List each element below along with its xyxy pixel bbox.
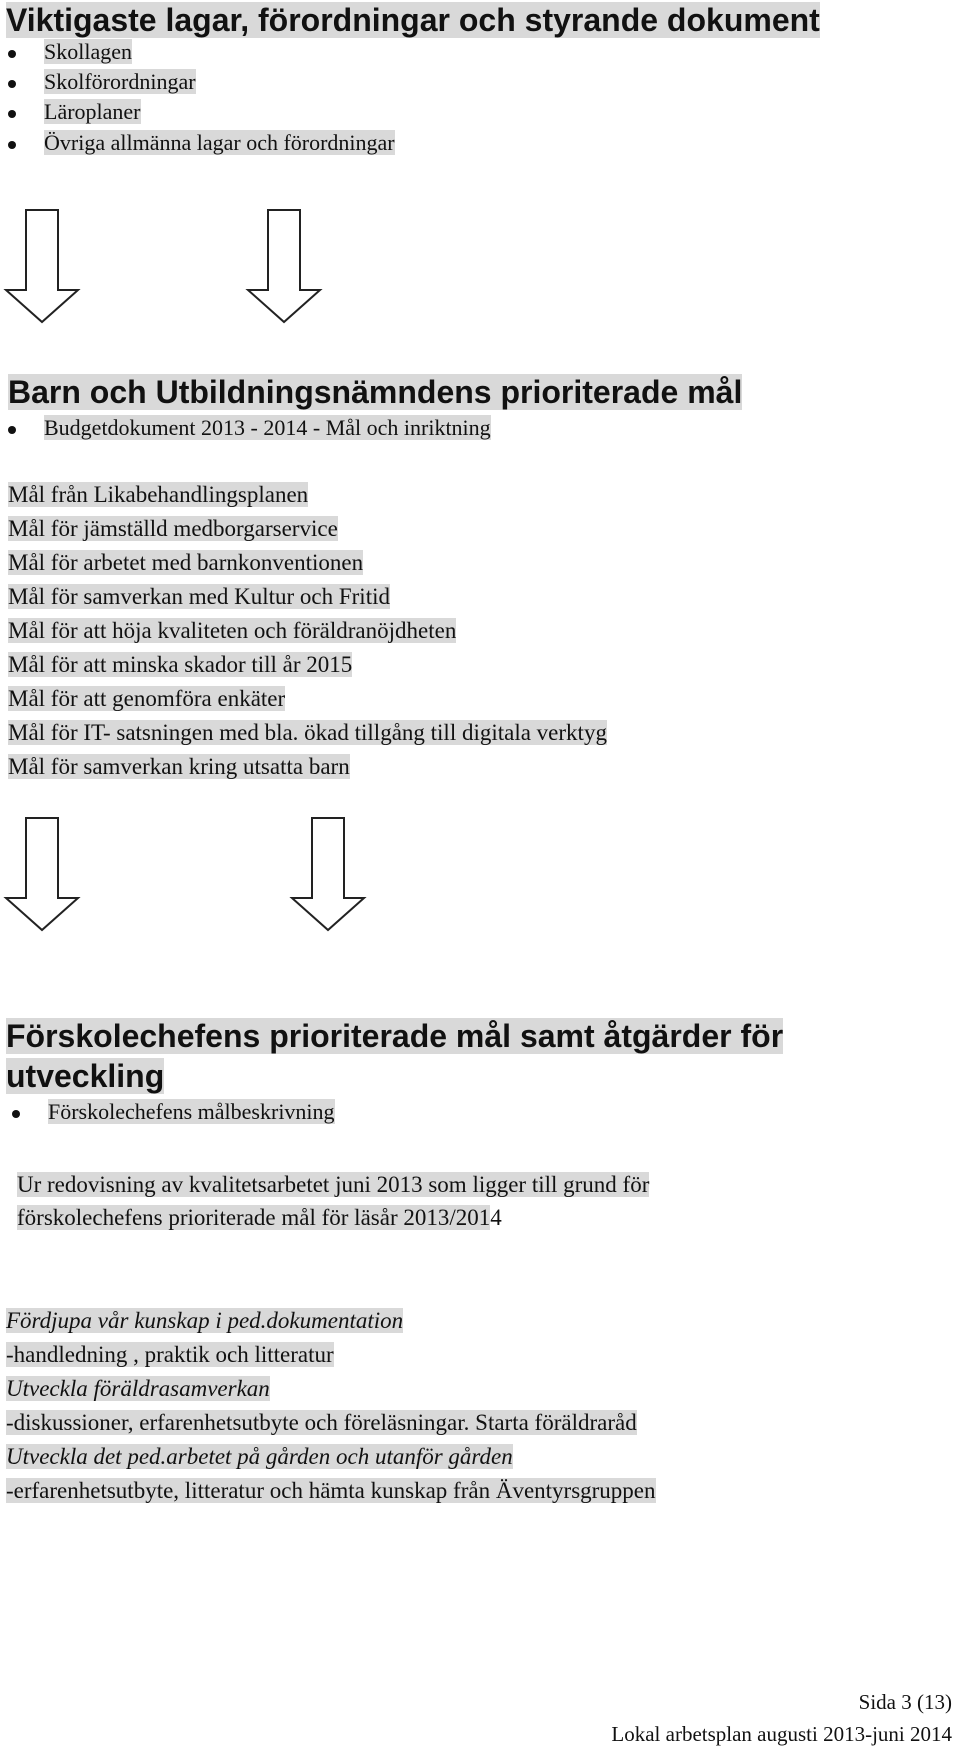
goal-item: Mål för samverkan kring utsatta barn xyxy=(8,754,350,779)
footer-doc-title: Lokal arbetsplan augusti 2013-juni 2014 xyxy=(611,1722,952,1746)
goal-item: Mål för arbetet med barnkonventionen xyxy=(8,550,364,575)
bullet-item: Budgetdokument 2013 - 2014 - Mål och inriktning xyxy=(44,414,491,442)
goal-item: Mål för att höja kvaliteten och föräldranöjdheten xyxy=(8,618,457,643)
action-detail: -diskussioner, erfarenhetsutbyte och föreläsningar. Starta föräldraråd xyxy=(6,1410,637,1435)
action-list xyxy=(6,1304,656,1508)
section-heading-board-goals: Barn och Utbildningsnämndens prioriterade mål xyxy=(8,374,743,410)
bullet-item: Skollagen xyxy=(44,38,132,66)
action-detail: -erfarenhetsutbyte, litteratur och hämta kunskap från Äventyrsgruppen xyxy=(6,1478,656,1503)
goal-list xyxy=(8,478,607,784)
goal-item: Mål från Likabehandlingsplanen xyxy=(8,482,309,507)
section-heading-laws: Viktigaste lagar, förordningar och styrande dokument xyxy=(6,2,820,38)
goal-item: Mål för att minska skador till år 2015 xyxy=(8,652,353,677)
goal-item: Mål för samverkan med Kultur och Fritid xyxy=(8,584,390,609)
action-detail: -handledning , praktik och litteratur xyxy=(6,1342,334,1367)
down-arrow-icon xyxy=(2,816,82,932)
bullet-item: Övriga allmänna lagar och förordningar xyxy=(44,129,395,157)
goal-item: Mål för IT- satsningen med bla. ökad tillgång till digitala verktyg xyxy=(8,720,607,745)
down-arrow-icon xyxy=(244,208,324,324)
bullet-item: Skolförordningar xyxy=(44,68,196,96)
bullet-item: Förskolechefens målbeskrivning xyxy=(48,1098,335,1126)
action-heading: Fördjupa vår kunskap i ped.dokumentation xyxy=(6,1308,404,1333)
goal-item: Mål för jämställd medborgarservice xyxy=(8,516,338,541)
action-heading: Utveckla det ped.arbetet på gården och utanför gården xyxy=(6,1444,513,1469)
bullet-item: Läroplaner xyxy=(44,98,141,126)
down-arrow-icon xyxy=(288,816,368,932)
page-number: Sida 3 (13) xyxy=(858,1690,952,1714)
intro-text: Ur redovisning av kvalitetsarbetet juni 2013 som ligger till grund för förskolechefens prioriterade mål för läsår 2013/2014 xyxy=(17,1172,650,1230)
section-heading-principal-goals: Förskolechefens prioriterade mål samt åtgärder för utveckling xyxy=(6,1018,784,1094)
action-heading: Utveckla föräldrasamverkan xyxy=(6,1376,270,1401)
down-arrow-icon xyxy=(2,208,82,324)
goal-item: Mål för att genomföra enkäter xyxy=(8,686,286,711)
